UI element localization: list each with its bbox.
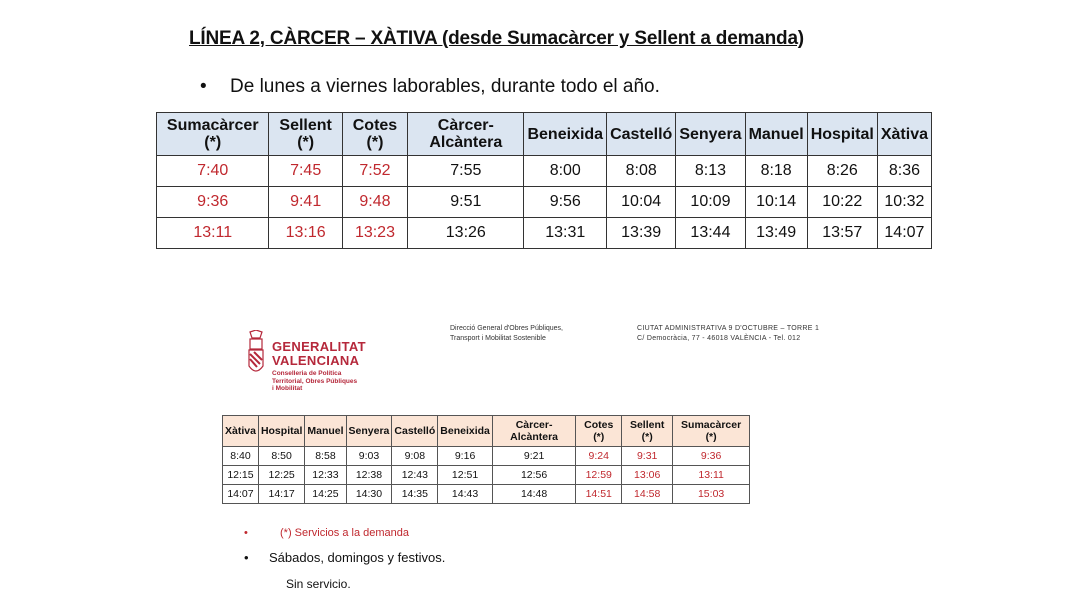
weekend-note	[244, 550, 445, 565]
time-cell: 12:59	[576, 466, 622, 485]
time-cell: 9:31	[622, 447, 673, 466]
column-header: Hospital	[258, 416, 304, 447]
time-cell: 13:23	[342, 218, 407, 249]
weekend-status: Sin servicio.	[286, 577, 351, 591]
time-cell: 12:43	[392, 466, 438, 485]
time-cell: 14:35	[392, 485, 438, 504]
time-cell: 13:16	[269, 218, 342, 249]
time-cell: 9:03	[346, 447, 392, 466]
time-cell: 8:08	[607, 156, 676, 187]
column-header: Beneixida	[438, 416, 493, 447]
time-cell: 12:51	[438, 466, 493, 485]
column-header: Sellent (*)	[269, 113, 342, 156]
time-cell: 9:16	[438, 447, 493, 466]
time-cell: 14:58	[622, 485, 673, 504]
time-cell: 10:04	[607, 187, 676, 218]
time-cell: 9:36	[673, 447, 750, 466]
column-header: Xàtiva	[223, 416, 259, 447]
time-cell: 12:38	[346, 466, 392, 485]
outbound-schedule-table	[156, 112, 932, 249]
return-schedule-table	[222, 415, 750, 504]
time-cell: 14:07	[877, 218, 931, 249]
time-cell: 9:36	[157, 187, 269, 218]
bullet-icon: •	[200, 76, 207, 97]
time-cell: 9:41	[269, 187, 342, 218]
time-cell: 10:22	[807, 187, 877, 218]
time-cell: 7:45	[269, 156, 342, 187]
logo-line-2: VALENCIANA	[272, 353, 360, 368]
time-cell: 14:17	[258, 485, 304, 504]
time-cell: 8:18	[745, 156, 807, 187]
logo-wordmark	[272, 340, 366, 368]
logo-line-1: GENERALITAT	[272, 339, 366, 354]
time-cell: 14:43	[438, 485, 493, 504]
time-cell: 8:13	[676, 156, 745, 187]
time-cell: 13:31	[524, 218, 607, 249]
column-header: Sumacàrcer (*)	[157, 113, 269, 156]
time-cell: 8:58	[305, 447, 346, 466]
weekday-note-text: De lunes a viernes laborables, durante todo el año.	[230, 76, 660, 97]
logo-sub-1: Conselleria de Política	[272, 370, 342, 377]
coat-of-arms-icon	[246, 330, 266, 378]
time-cell: 14:51	[576, 485, 622, 504]
time-cell: 13:11	[157, 218, 269, 249]
address-line-1: CIUTAT ADMINISTRATIVA 9 D'OCTUBRE – TORRE 1	[637, 325, 820, 332]
time-cell: 13:11	[673, 466, 750, 485]
column-header: Sellent (*)	[622, 416, 673, 447]
time-cell: 15:03	[673, 485, 750, 504]
time-cell: 13:39	[607, 218, 676, 249]
table-row	[157, 187, 932, 218]
time-cell: 9:08	[392, 447, 438, 466]
office-address	[637, 324, 819, 344]
time-cell: 13:06	[622, 466, 673, 485]
time-cell: 8:36	[877, 156, 931, 187]
logo-sub-3: i Mobilitat	[272, 385, 303, 392]
time-cell: 10:14	[745, 187, 807, 218]
column-header: Castelló	[607, 113, 676, 156]
table-row	[223, 485, 750, 504]
column-header: Manuel	[305, 416, 346, 447]
time-cell: 14:30	[346, 485, 392, 504]
time-cell: 9:56	[524, 187, 607, 218]
time-cell: 9:24	[576, 447, 622, 466]
column-header: Càrcer-Alcàntera	[492, 416, 575, 447]
table-header-row	[157, 113, 932, 156]
weekend-note-text: Sábados, domingos y festivos.	[269, 550, 446, 565]
time-cell: 7:40	[157, 156, 269, 187]
table-row	[223, 447, 750, 466]
bullet-icon: •	[244, 527, 248, 539]
address-line-2: C/ Democràcia, 77 - 46018 VALÈNCIA - Tel. 012	[637, 335, 801, 342]
time-cell: 8:00	[524, 156, 607, 187]
time-cell: 14:48	[492, 485, 575, 504]
column-header: Sumacàrcer (*)	[673, 416, 750, 447]
page-title: LÍNEA 2, CÀRCER – XÀTIVA (desde Sumacàrcer y Sellent a demanda)	[189, 28, 804, 49]
weekday-note	[200, 76, 660, 98]
time-cell: 8:40	[223, 447, 259, 466]
on-demand-footnote	[244, 527, 409, 539]
time-cell: 12:33	[305, 466, 346, 485]
time-cell: 12:25	[258, 466, 304, 485]
column-header: Manuel	[745, 113, 807, 156]
logo-sub-2: Territorial, Obres Públiques	[272, 377, 358, 385]
time-cell: 14:25	[305, 485, 346, 504]
column-header: Beneixida	[524, 113, 607, 156]
time-cell: 10:09	[676, 187, 745, 218]
table-row	[157, 156, 932, 187]
column-header: Castelló	[392, 416, 438, 447]
time-cell: 8:50	[258, 447, 304, 466]
time-cell: 9:51	[408, 187, 524, 218]
column-header: Senyera	[676, 113, 745, 156]
column-header: Hospital	[807, 113, 877, 156]
column-header: Cotes (*)	[576, 416, 622, 447]
column-header: Xàtiva	[877, 113, 931, 156]
time-cell: 7:55	[408, 156, 524, 187]
time-cell: 9:21	[492, 447, 575, 466]
footnote-text: (*) Servicios a la demanda	[280, 527, 410, 539]
time-cell: 9:48	[342, 187, 407, 218]
column-header: Càrcer-Alcàntera	[408, 113, 524, 156]
table-row	[223, 466, 750, 485]
directorate-name	[450, 324, 563, 344]
time-cell: 12:15	[223, 466, 259, 485]
bullet-icon: •	[244, 550, 249, 565]
logo-department	[272, 370, 357, 393]
dept-line-2: Transport i Mobilitat Sostenible	[450, 335, 546, 342]
time-cell: 13:49	[745, 218, 807, 249]
table-header-row	[223, 416, 750, 447]
time-cell: 8:26	[807, 156, 877, 187]
time-cell: 10:32	[877, 187, 931, 218]
column-header: Cotes (*)	[342, 113, 407, 156]
time-cell: 7:52	[342, 156, 407, 187]
time-cell: 14:07	[223, 485, 259, 504]
column-header: Senyera	[346, 416, 392, 447]
dept-line-1: Direcció General d'Obres Públiques,	[450, 325, 564, 332]
table-row	[157, 218, 932, 249]
time-cell: 12:56	[492, 466, 575, 485]
generalitat-logo	[246, 330, 376, 400]
time-cell: 13:26	[408, 218, 524, 249]
time-cell: 13:44	[676, 218, 745, 249]
time-cell: 13:57	[807, 218, 877, 249]
